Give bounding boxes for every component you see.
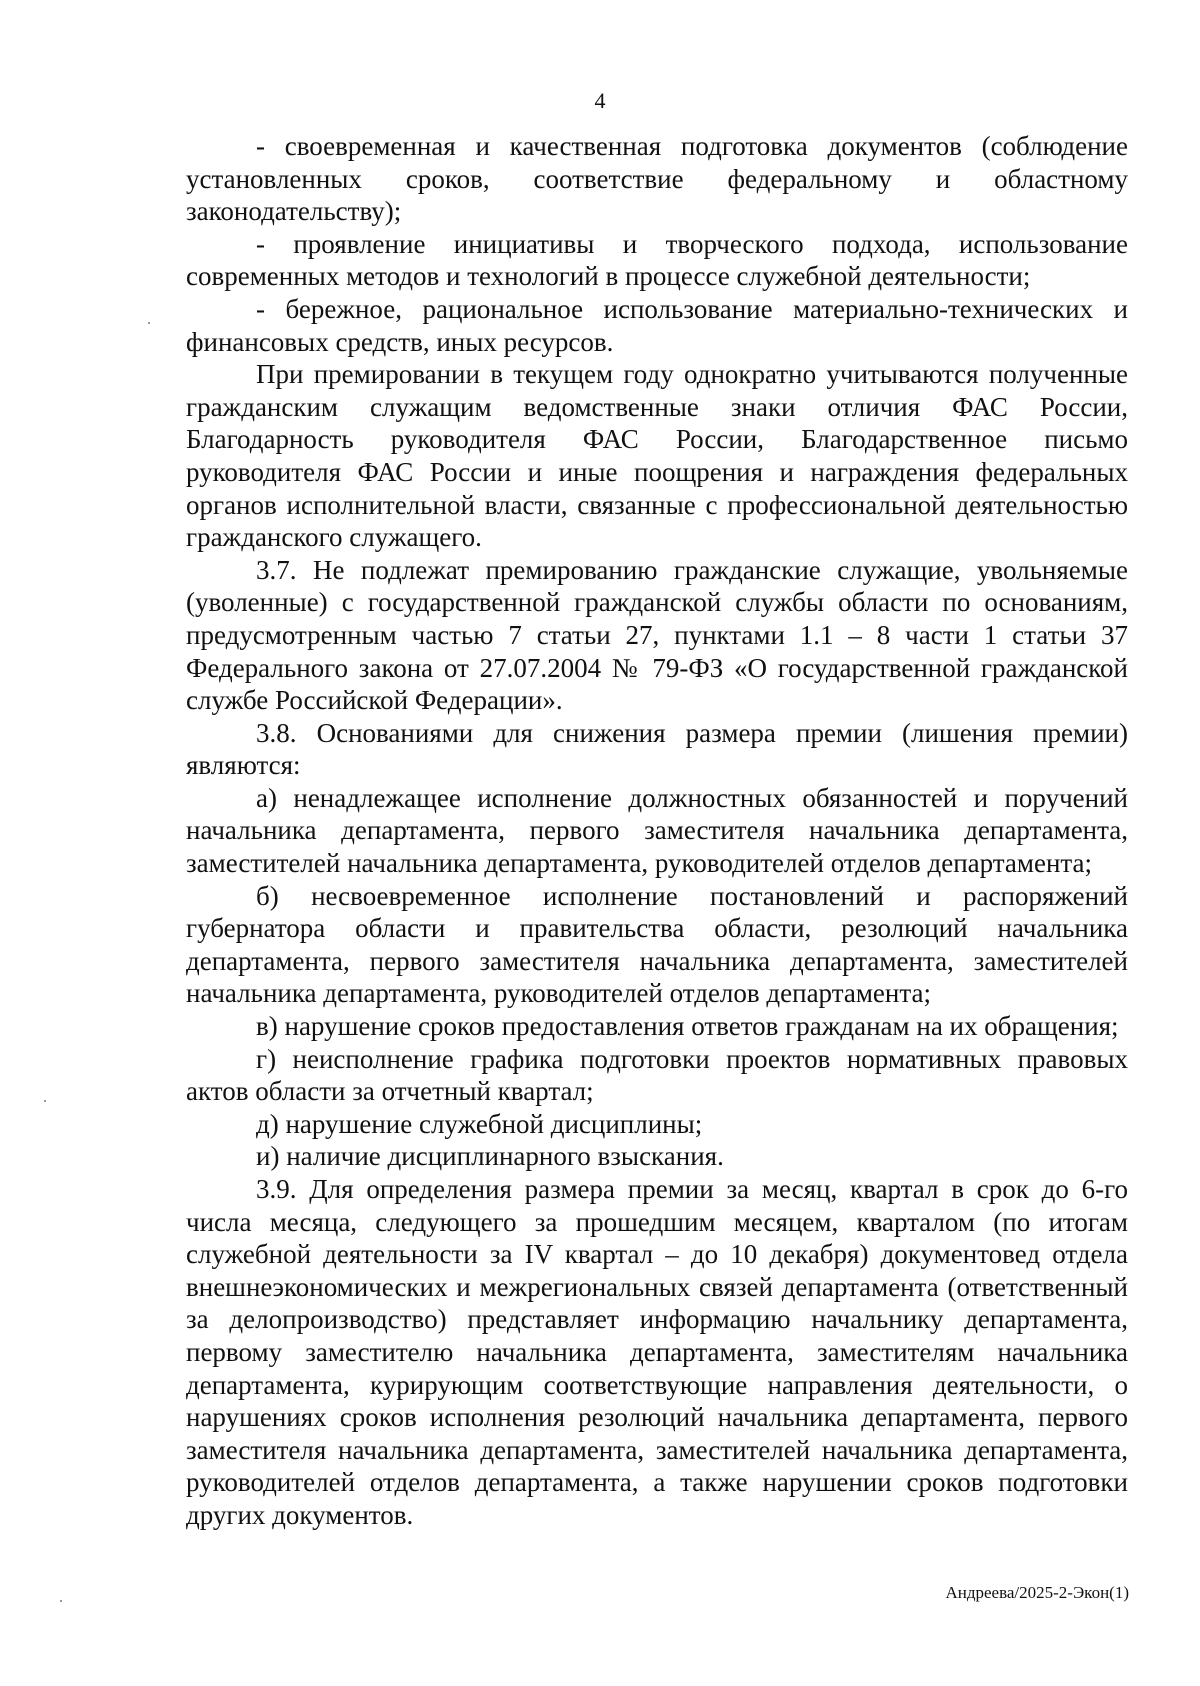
paragraph-initiative: - проявление инициативы и творческого подхода, использование современных методов и технологий в процессе служебной деятельности; [186, 228, 1128, 292]
scan-speck [44, 1100, 46, 1102]
footer-document-code: Андреева/2025-2-Экон(1) [945, 1583, 1129, 1602]
scan-speck [148, 322, 150, 324]
paragraph-3-9: 3.9. Для определения размера премии за месяц, квартал в срок до 6-го числа месяца, следующего за прошедшим месяцем, кварталом (по итогам служебной деятельности за IV квартал – до 10 декабря) документовед отдела внешнеэкономических и межрегиональных связей департамента (ответственный за делопроизводство) представляет информацию начальнику департамента, первому заместителю начальника департамента, заместителям начальника департамента, курирующим соответствующие направления деятельности, о нарушениях сроков исполнения резолюций начальника департамента, первого заместителя начальника департамента, заместителей начальника департамента, руководителей отделов департамента, а также нарушении сроков подготовки других документов. [186, 1174, 1128, 1530]
list-item-b: б) несвоевременное исполнение постановлений и распоряжений губернатора области и правительства области, резолюций начальника департамента, первого заместителя начальника департамента, заместителей начальника департамента, руководителей отделов департамента; [186, 880, 1128, 1009]
paragraph-resources: - бережное, рациональное использование материально-технических и финансовых средств, иных ресурсов. [186, 293, 1128, 357]
list-item-d: д) нарушение служебной дисциплины; [256, 1108, 703, 1139]
list-item-v: в) нарушение сроков предоставления ответов гражданам на их обращения; [256, 1011, 1119, 1042]
document-body [186, 130, 1128, 1532]
paragraph-3-7: 3.7. Не подлежат премированию гражданские служащие, увольняемые (уволенные) с государственной гражданской службы области по основаниям, предусмотренным частью 7 статьи 27, пунктами 1.1 – 8 части 1 статьи 37 Федерального закона от 27.07.2004 № 79-ФЗ «О государственной гражданской службе Российской Федерации». [186, 554, 1128, 716]
paragraph-awards: При премировании в текущем году однократно учитываются полученные гражданским служащим ведомственные знаки отличия ФАС России, Благодарность руководителя ФАС России, Благодарственное письмо руководителя ФАС России и иные поощрения и награждения федеральных органов исполнительной власти, связанные с профессиональной деятельностью гражданского служащего. [186, 359, 1128, 553]
scan-speck [60, 1600, 62, 1602]
page-number: 4 [594, 88, 606, 113]
list-item-g: г) неисполнение графика подготовки проектов нормативных правовых актов области за отчетный квартал; [186, 1043, 1128, 1107]
list-item-a: а) ненадлежащее исполнение должностных обязанностей и поручений начальника департамента, первого заместителя начальника департамента, заместителей начальника департамента, руководителей отделов департамента; [186, 782, 1128, 879]
paragraph-timely-preparation: - своевременная и качественная подготовка документов (соблюдение установленных сроков, соответствие федеральному и областному законодательству); [186, 131, 1128, 227]
paragraph-3-8: 3.8. Основаниями для снижения размера премии (лишения премии) являются: [186, 717, 1128, 781]
list-item-i: и) наличие дисциплинарного взыскания. [256, 1141, 724, 1172]
